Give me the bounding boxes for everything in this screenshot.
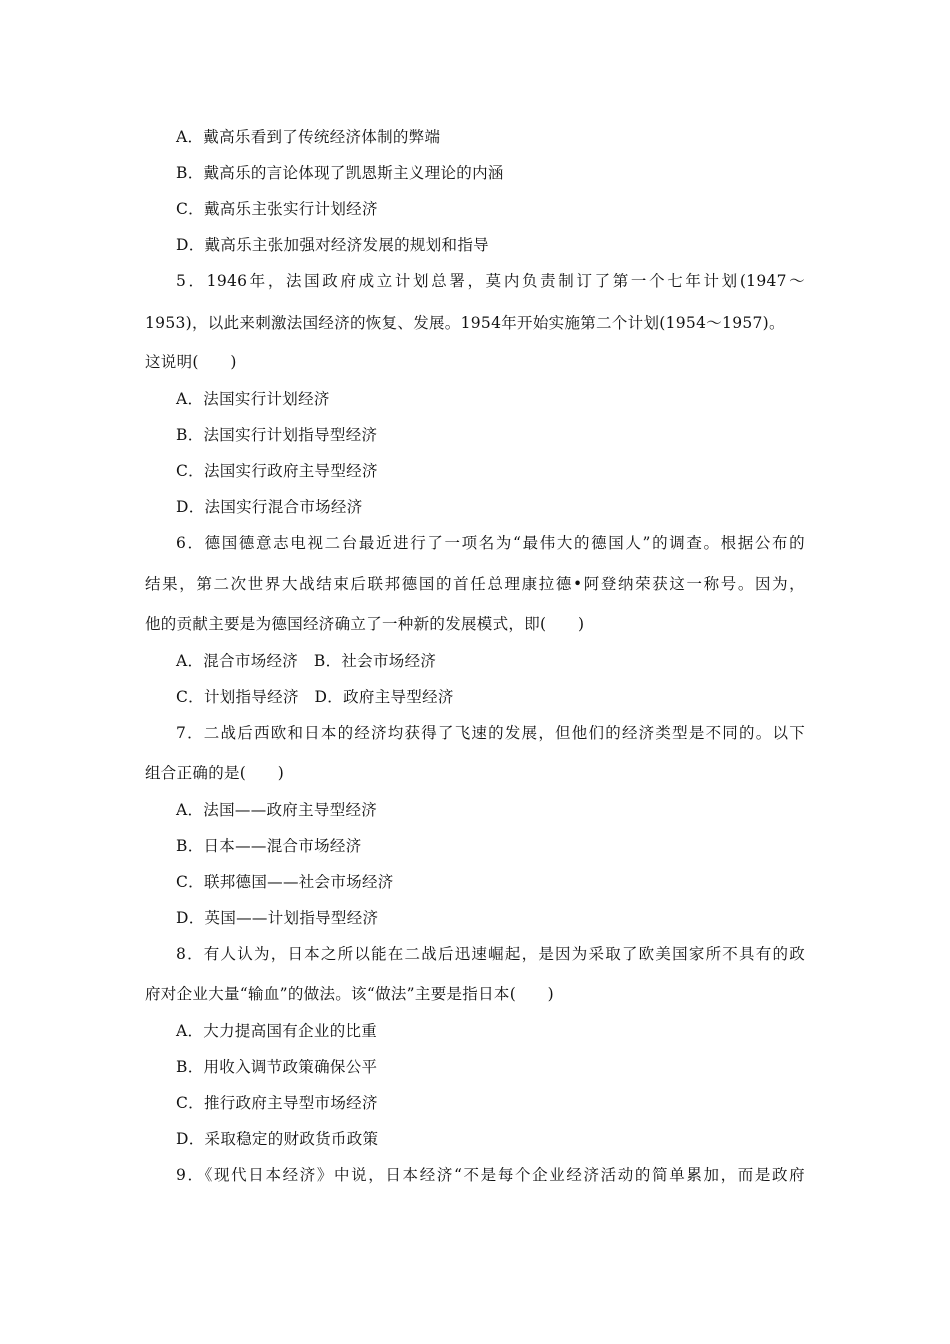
q6-stem-line-3: 他的贡献主要是为德国经济确立了一种新的发展模式，即( )	[145, 615, 585, 633]
q5-option-a: A．法国实行计划经济	[176, 390, 330, 408]
q8-option-a: A．大力提高国有企业的比重	[176, 1022, 378, 1040]
q7-stem-line-1: 7．二战后西欧和日本的经济均获得了飞速的发展，但他们的经济类型是不同的。以下	[176, 724, 805, 742]
q4-option-d: D．戴高乐主张加强对经济发展的规划和指导	[176, 236, 489, 254]
q5-stem-line-3: 这说明( )	[145, 353, 237, 371]
q4-option-a: A．戴高乐看到了传统经济体制的弊端	[176, 128, 441, 146]
q5-stem-line-1: 5．1946年，法国政府成立计划总署，莫内负责制订了第一个七年计划(1947～	[176, 272, 805, 290]
q8-option-c: C．推行政府主导型市场经济	[176, 1094, 378, 1112]
q6-options-row-2: C．计划指导经济 D．政府主导型经济	[176, 688, 454, 706]
q8-option-b: B．用收入调节政策确保公平	[176, 1058, 378, 1076]
q7-option-b: B．日本——混合市场经济	[176, 837, 362, 855]
q9-stem-line-1: 9．《现代日本经济》中说，日本经济“不是每个企业经济活动的简单累加，而是政府	[176, 1166, 805, 1184]
q8-option-d: D．采取稳定的财政货币政策	[176, 1130, 379, 1148]
q7-stem-line-2: 组合正确的是( )	[145, 764, 285, 782]
q7-option-c: C．联邦德国——社会市场经济	[176, 873, 394, 891]
q5-option-b: B．法国实行计划指导型经济	[176, 426, 378, 444]
q8-stem-line-2: 府对企业大量“输血”的做法。该“做法”主要是指日本( )	[145, 985, 554, 1003]
q8-stem-line-1: 8．有人认为，日本之所以能在二战后迅速崛起，是因为采取了欧美国家所不具有的政	[176, 945, 805, 963]
q5-option-d: D．法国实行混合市场经济	[176, 498, 363, 516]
q6-stem-line-2: 结果，第二次世界大战结束后联邦德国的首任总理康拉德•阿登纳荣获这一称号。因为，	[145, 575, 805, 593]
q4-option-b: B．戴高乐的言论体现了凯恩斯主义理论的内涵	[176, 164, 504, 182]
q5-stem-line-2: 1953)，以此来刺激法国经济的恢复、发展。1954年开始实施第二个计划(1954～1957)。	[145, 314, 785, 332]
q5-option-c: C．法国实行政府主导型经济	[176, 462, 378, 480]
q6-stem-line-1: 6．德国德意志电视二台最近进行了一项名为“最伟大的德国人”的调查。根据公布的	[176, 534, 805, 552]
q4-option-c: C．戴高乐主张实行计划经济	[176, 200, 378, 218]
q6-options-row-1: A．混合市场经济 B．社会市场经济	[176, 652, 437, 670]
q7-option-d: D．英国——计划指导型经济	[176, 909, 379, 927]
q7-option-a: A．法国——政府主导型经济	[176, 801, 378, 819]
